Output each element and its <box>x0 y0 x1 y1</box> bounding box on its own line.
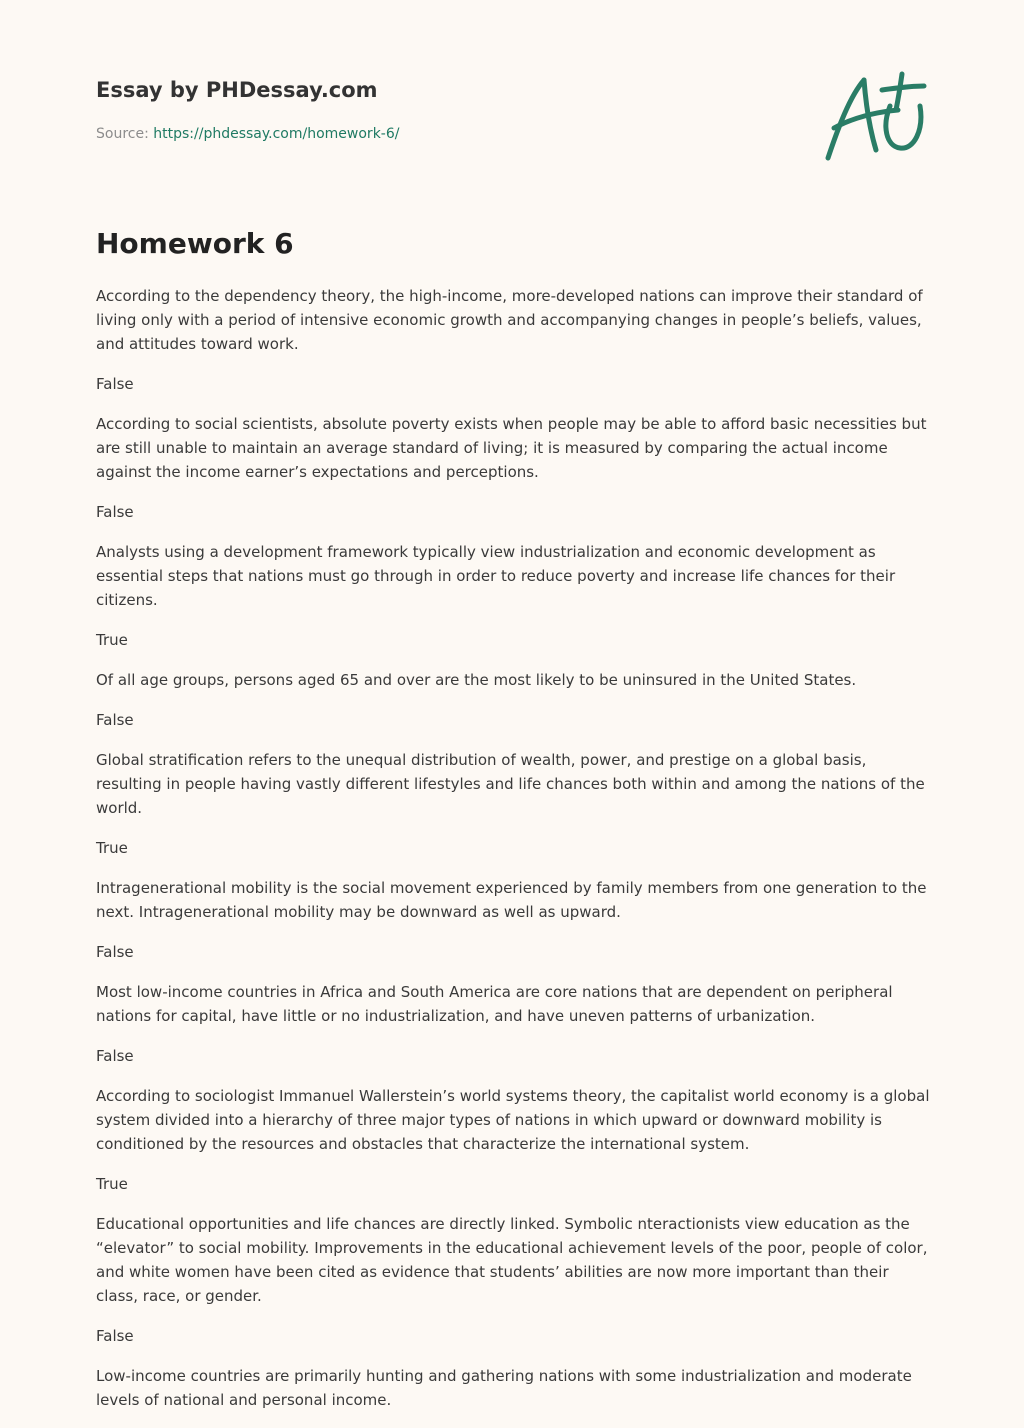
question-text: Analysts using a development framework typically view industrialization and economic development as essential steps that nations must go through in order to reduce poverty and increase life chances for their citizens. <box>96 543 896 609</box>
question-text: Of all age groups, persons aged 65 and over are the most likely to be uninsured in the United States. <box>96 671 857 689</box>
question-text: Intragenerational mobility is the social movement experienced by family members from one generation to the next. Intragenerational mobility may be downward as well as upward. <box>96 879 927 921</box>
question-text: Global stratification refers to the unequal distribution of wealth, power, and prestige on a global basis, resulting in people having vastly different lifestyles and life chances both within and among the nations of the world. <box>96 751 925 817</box>
answer-text: False <box>96 1047 134 1065</box>
answer-text: True <box>96 631 128 649</box>
question-text: According to social scientists, absolute poverty exists when people may be able to afford basic necessities but are still unable to maintain an average standard of living; it is measured by comparing the actual income against the income earner’s expectations and perceptions. <box>96 415 927 481</box>
answer-text: True <box>96 839 128 857</box>
answer-text: True <box>96 1175 128 1193</box>
answer-text: False <box>96 1327 134 1345</box>
answer-text: False <box>96 711 134 729</box>
answer-text: False <box>96 375 134 393</box>
document-body <box>96 284 932 1428</box>
page-header <box>96 76 796 144</box>
question-text: Educational opportunities and life chances are directly linked. Symbolic nteractionists view education as the “elevator” to social mobility. Improvements in the educational achievement levels of the poor, people of color, and white women have been cited as evidence that students’ abilities are now more important than their class, race, or gender. <box>96 1215 928 1305</box>
source-label: Source: <box>96 126 149 142</box>
answer-text: False <box>96 943 134 961</box>
site-title: Essay by PHDessay.com <box>96 78 378 102</box>
document-title: Homework 6 <box>96 227 294 260</box>
source-line <box>96 124 796 144</box>
question-text: Low-income countries are primarily hunting and gathering nations with some industrialization and moderate levels of national and personal income. <box>96 1367 912 1409</box>
question-text: According to the dependency theory, the high-income, more-developed nations can improve their standard of living only with a period of intensive economic growth and accompanying changes in people’s beliefs, values, and attitudes toward work. <box>96 287 923 353</box>
source-link[interactable]: https://phdessay.com/homework-6/ <box>153 126 400 142</box>
a-plus-logo-icon <box>820 66 930 166</box>
question-text: According to sociologist Immanuel Wallerstein’s world systems theory, the capitalist world economy is a global system divided into a hierarchy of three major types of nations in which upward or downward mobility is conditioned by the resources and obstacles that characterize the international system. <box>96 1087 930 1153</box>
question-text: Most low-income countries in Africa and South America are core nations that are dependent on peripheral nations for capital, have little or no industrialization, and have uneven patterns of urbanization. <box>96 983 893 1025</box>
answer-text: False <box>96 503 134 521</box>
